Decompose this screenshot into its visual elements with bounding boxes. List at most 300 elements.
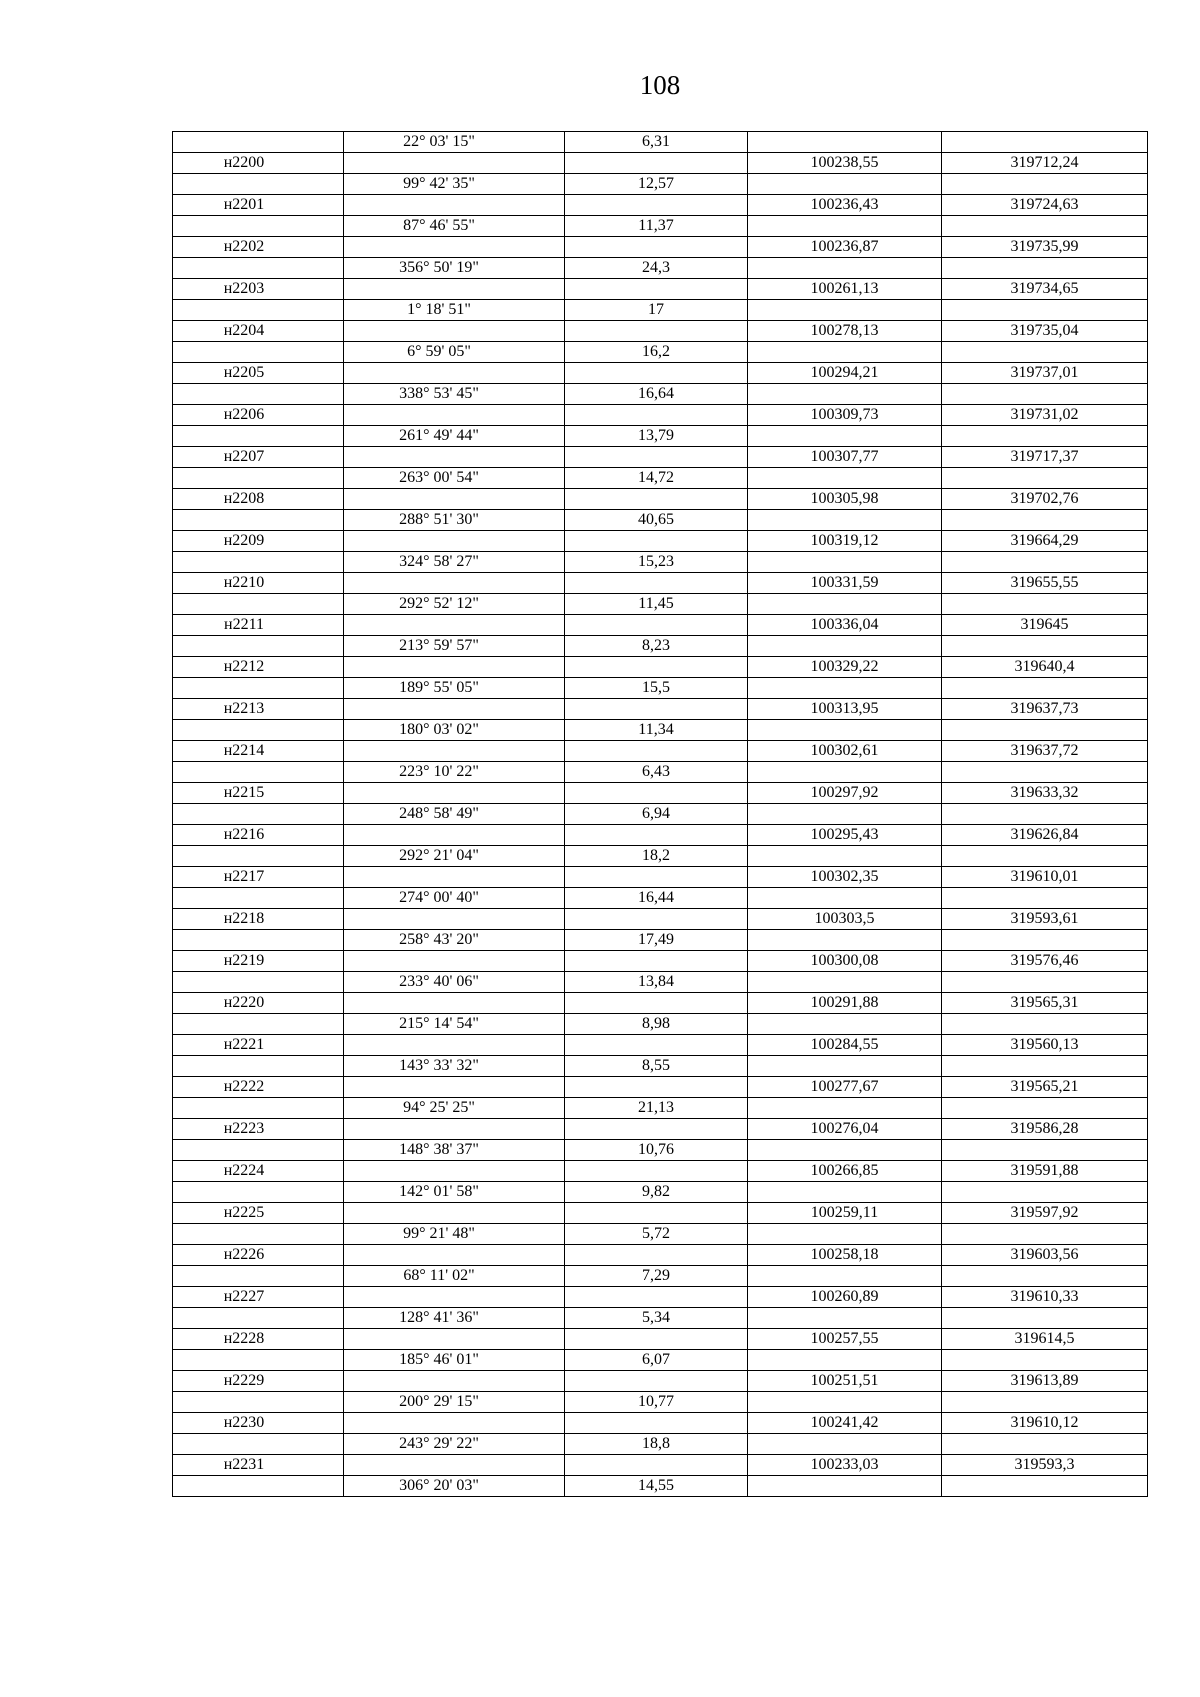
table-row xyxy=(173,993,1148,1014)
table-row xyxy=(173,1434,1148,1455)
table-row xyxy=(173,258,1148,279)
y-coordinate-cell xyxy=(942,1350,1148,1371)
angle-cell: 233° 40' 06" xyxy=(344,972,565,993)
angle-cell: 94° 25' 25" xyxy=(344,1098,565,1119)
point-cell: н2204 xyxy=(173,321,344,342)
point-cell xyxy=(173,1140,344,1161)
angle-cell xyxy=(344,951,565,972)
table-row xyxy=(173,1245,1148,1266)
distance-cell xyxy=(565,867,748,888)
angle-cell xyxy=(344,573,565,594)
point-cell: н2216 xyxy=(173,825,344,846)
table-row xyxy=(173,783,1148,804)
y-coordinate-cell xyxy=(942,216,1148,237)
angle-cell: 356° 50' 19" xyxy=(344,258,565,279)
angle-cell: 261° 49' 44" xyxy=(344,426,565,447)
y-coordinate-cell xyxy=(942,174,1148,195)
distance-cell: 7,29 xyxy=(565,1266,748,1287)
distance-cell: 18,2 xyxy=(565,846,748,867)
table-row xyxy=(173,804,1148,825)
distance-cell xyxy=(565,1161,748,1182)
x-coordinate-cell: 100261,13 xyxy=(748,279,942,300)
table-row xyxy=(173,405,1148,426)
angle-cell: 324° 58' 27" xyxy=(344,552,565,573)
y-coordinate-cell: 319724,63 xyxy=(942,195,1148,216)
table-row xyxy=(173,1119,1148,1140)
distance-cell: 14,72 xyxy=(565,468,748,489)
table-row xyxy=(173,1140,1148,1161)
distance-cell: 13,79 xyxy=(565,426,748,447)
point-cell: н2213 xyxy=(173,699,344,720)
y-coordinate-cell: 319712,24 xyxy=(942,153,1148,174)
angle-cell xyxy=(344,1161,565,1182)
y-coordinate-cell xyxy=(942,1014,1148,1035)
x-coordinate-cell xyxy=(748,258,942,279)
distance-cell: 8,55 xyxy=(565,1056,748,1077)
x-coordinate-cell: 100276,04 xyxy=(748,1119,942,1140)
x-coordinate-cell: 100297,92 xyxy=(748,783,942,804)
table-row xyxy=(173,174,1148,195)
point-cell: н2211 xyxy=(173,615,344,636)
table-row xyxy=(173,426,1148,447)
x-coordinate-cell: 100329,22 xyxy=(748,657,942,678)
point-cell xyxy=(173,720,344,741)
table-row xyxy=(173,615,1148,636)
x-coordinate-cell: 100233,03 xyxy=(748,1455,942,1476)
table-row xyxy=(173,951,1148,972)
point-cell: н2231 xyxy=(173,1455,344,1476)
distance-cell: 16,64 xyxy=(565,384,748,405)
x-coordinate-cell xyxy=(748,762,942,783)
distance-cell xyxy=(565,1077,748,1098)
x-coordinate-cell: 100236,43 xyxy=(748,195,942,216)
x-coordinate-cell xyxy=(748,174,942,195)
table-row xyxy=(173,489,1148,510)
y-coordinate-cell xyxy=(942,720,1148,741)
angle-cell xyxy=(344,1203,565,1224)
table-row xyxy=(173,1161,1148,1182)
angle-cell: 180° 03' 02" xyxy=(344,720,565,741)
table-row xyxy=(173,321,1148,342)
table-row xyxy=(173,825,1148,846)
table-row xyxy=(173,531,1148,552)
x-coordinate-cell: 100257,55 xyxy=(748,1329,942,1350)
angle-cell: 213° 59' 57" xyxy=(344,636,565,657)
y-coordinate-cell: 319664,29 xyxy=(942,531,1148,552)
angle-cell xyxy=(344,993,565,1014)
y-coordinate-cell xyxy=(942,1476,1148,1497)
point-cell xyxy=(173,1434,344,1455)
table-row xyxy=(173,363,1148,384)
distance-cell: 13,84 xyxy=(565,972,748,993)
point-cell xyxy=(173,216,344,237)
angle-cell: 338° 53' 45" xyxy=(344,384,565,405)
x-coordinate-cell xyxy=(748,1392,942,1413)
distance-cell: 14,55 xyxy=(565,1476,748,1497)
angle-cell: 189° 55' 05" xyxy=(344,678,565,699)
distance-cell xyxy=(565,657,748,678)
y-coordinate-cell xyxy=(942,804,1148,825)
table-row xyxy=(173,741,1148,762)
angle-cell: 142° 01' 58" xyxy=(344,1182,565,1203)
point-cell xyxy=(173,1098,344,1119)
point-cell xyxy=(173,804,344,825)
x-coordinate-cell: 100260,89 xyxy=(748,1287,942,1308)
point-cell xyxy=(173,1266,344,1287)
distance-cell xyxy=(565,153,748,174)
point-cell xyxy=(173,300,344,321)
point-cell: н2205 xyxy=(173,363,344,384)
x-coordinate-cell: 100309,73 xyxy=(748,405,942,426)
table-row xyxy=(173,342,1148,363)
distance-cell: 17,49 xyxy=(565,930,748,951)
distance-cell xyxy=(565,741,748,762)
angle-cell: 143° 33' 32" xyxy=(344,1056,565,1077)
table-row xyxy=(173,1476,1148,1497)
y-coordinate-cell: 319626,84 xyxy=(942,825,1148,846)
table-row xyxy=(173,1098,1148,1119)
distance-cell: 5,34 xyxy=(565,1308,748,1329)
table-row xyxy=(173,1224,1148,1245)
y-coordinate-cell xyxy=(942,1308,1148,1329)
angle-cell xyxy=(344,279,565,300)
y-coordinate-cell xyxy=(942,762,1148,783)
point-cell xyxy=(173,1476,344,1497)
point-cell: н2203 xyxy=(173,279,344,300)
distance-cell xyxy=(565,405,748,426)
x-coordinate-cell xyxy=(748,888,942,909)
angle-cell: 22° 03' 15" xyxy=(344,132,565,153)
table-row xyxy=(173,657,1148,678)
distance-cell: 11,34 xyxy=(565,720,748,741)
y-coordinate-cell: 319565,21 xyxy=(942,1077,1148,1098)
x-coordinate-cell xyxy=(748,1434,942,1455)
table-row xyxy=(173,447,1148,468)
x-coordinate-cell xyxy=(748,1182,942,1203)
table-row xyxy=(173,195,1148,216)
distance-cell xyxy=(565,1119,748,1140)
table-row xyxy=(173,594,1148,615)
distance-cell: 8,98 xyxy=(565,1014,748,1035)
table-row xyxy=(173,699,1148,720)
point-cell: н2220 xyxy=(173,993,344,1014)
point-cell: н2229 xyxy=(173,1371,344,1392)
angle-cell xyxy=(344,1035,565,1056)
y-coordinate-cell: 319603,56 xyxy=(942,1245,1148,1266)
distance-cell xyxy=(565,447,748,468)
table-row xyxy=(173,153,1148,174)
y-coordinate-cell xyxy=(942,510,1148,531)
y-coordinate-cell xyxy=(942,1266,1148,1287)
table-row xyxy=(173,552,1148,573)
distance-cell xyxy=(565,825,748,846)
distance-cell xyxy=(565,531,748,552)
x-coordinate-cell xyxy=(748,804,942,825)
table-row xyxy=(173,846,1148,867)
table-row xyxy=(173,1329,1148,1350)
y-coordinate-cell: 319734,65 xyxy=(942,279,1148,300)
angle-cell xyxy=(344,363,565,384)
y-coordinate-cell xyxy=(942,1098,1148,1119)
angle-cell xyxy=(344,615,565,636)
table-row xyxy=(173,1287,1148,1308)
x-coordinate-cell xyxy=(748,594,942,615)
angle-cell xyxy=(344,741,565,762)
y-coordinate-cell xyxy=(942,300,1148,321)
point-cell: н2230 xyxy=(173,1413,344,1434)
angle-cell xyxy=(344,1245,565,1266)
angle-cell: 128° 41' 36" xyxy=(344,1308,565,1329)
x-coordinate-cell xyxy=(748,384,942,405)
distance-cell: 5,72 xyxy=(565,1224,748,1245)
distance-cell xyxy=(565,195,748,216)
x-coordinate-cell: 100307,77 xyxy=(748,447,942,468)
distance-cell: 9,82 xyxy=(565,1182,748,1203)
angle-cell xyxy=(344,867,565,888)
x-coordinate-cell xyxy=(748,1476,942,1497)
angle-cell xyxy=(344,1371,565,1392)
y-coordinate-cell: 319633,32 xyxy=(942,783,1148,804)
coordinates-table xyxy=(172,131,1148,1497)
distance-cell: 6,94 xyxy=(565,804,748,825)
angle-cell: 274° 00' 40" xyxy=(344,888,565,909)
x-coordinate-cell: 100291,88 xyxy=(748,993,942,1014)
y-coordinate-cell: 319576,46 xyxy=(942,951,1148,972)
point-cell xyxy=(173,1224,344,1245)
point-cell: н2209 xyxy=(173,531,344,552)
distance-cell xyxy=(565,237,748,258)
table-row xyxy=(173,867,1148,888)
angle-cell xyxy=(344,825,565,846)
x-coordinate-cell: 100294,21 xyxy=(748,363,942,384)
y-coordinate-cell xyxy=(942,1056,1148,1077)
angle-cell: 243° 29' 22" xyxy=(344,1434,565,1455)
x-coordinate-cell: 100305,98 xyxy=(748,489,942,510)
distance-cell: 16,2 xyxy=(565,342,748,363)
distance-cell: 21,13 xyxy=(565,1098,748,1119)
table-row xyxy=(173,510,1148,531)
angle-cell xyxy=(344,321,565,342)
distance-cell: 15,5 xyxy=(565,678,748,699)
point-cell: н2212 xyxy=(173,657,344,678)
point-cell: н2207 xyxy=(173,447,344,468)
y-coordinate-cell xyxy=(942,1392,1148,1413)
point-cell: н2225 xyxy=(173,1203,344,1224)
y-coordinate-cell: 319593,61 xyxy=(942,909,1148,930)
angle-cell xyxy=(344,657,565,678)
table-row xyxy=(173,384,1148,405)
distance-cell xyxy=(565,993,748,1014)
angle-cell xyxy=(344,1413,565,1434)
y-coordinate-cell xyxy=(942,1224,1148,1245)
point-cell xyxy=(173,1182,344,1203)
y-coordinate-cell: 319597,92 xyxy=(942,1203,1148,1224)
angle-cell: 248° 58' 49" xyxy=(344,804,565,825)
y-coordinate-cell xyxy=(942,1434,1148,1455)
x-coordinate-cell: 100336,04 xyxy=(748,615,942,636)
distance-cell xyxy=(565,951,748,972)
page-number: 108 xyxy=(639,70,681,100)
table-row xyxy=(173,1413,1148,1434)
x-coordinate-cell xyxy=(748,1308,942,1329)
x-coordinate-cell xyxy=(748,342,942,363)
y-coordinate-cell: 319737,01 xyxy=(942,363,1148,384)
y-coordinate-cell: 319591,88 xyxy=(942,1161,1148,1182)
x-coordinate-cell xyxy=(748,636,942,657)
distance-cell: 6,07 xyxy=(565,1350,748,1371)
y-coordinate-cell: 319613,89 xyxy=(942,1371,1148,1392)
point-cell: н2200 xyxy=(173,153,344,174)
table-row xyxy=(173,1266,1148,1287)
table-row xyxy=(173,1455,1148,1476)
x-coordinate-cell xyxy=(748,846,942,867)
point-cell: н2206 xyxy=(173,405,344,426)
y-coordinate-cell: 319610,12 xyxy=(942,1413,1148,1434)
distance-cell xyxy=(565,1329,748,1350)
angle-cell xyxy=(344,489,565,510)
y-coordinate-cell xyxy=(942,384,1148,405)
angle-cell: 99° 21' 48" xyxy=(344,1224,565,1245)
point-cell: н2222 xyxy=(173,1077,344,1098)
point-cell xyxy=(173,846,344,867)
angle-cell: 87° 46' 55" xyxy=(344,216,565,237)
point-cell: н2214 xyxy=(173,741,344,762)
distance-cell xyxy=(565,699,748,720)
x-coordinate-cell xyxy=(748,930,942,951)
table-row xyxy=(173,1182,1148,1203)
x-coordinate-cell: 100331,59 xyxy=(748,573,942,594)
distance-cell xyxy=(565,615,748,636)
table-row xyxy=(173,636,1148,657)
point-cell xyxy=(173,1056,344,1077)
table-row xyxy=(173,468,1148,489)
point-cell: н2223 xyxy=(173,1119,344,1140)
y-coordinate-cell: 319645 xyxy=(942,615,1148,636)
point-cell: н2217 xyxy=(173,867,344,888)
angle-cell xyxy=(344,1287,565,1308)
point-cell xyxy=(173,1392,344,1413)
angle-cell: 223° 10' 22" xyxy=(344,762,565,783)
y-coordinate-cell xyxy=(942,552,1148,573)
x-coordinate-cell: 100300,08 xyxy=(748,951,942,972)
distance-cell xyxy=(565,1035,748,1056)
table-row xyxy=(173,1077,1148,1098)
point-cell xyxy=(173,132,344,153)
table-row xyxy=(173,909,1148,930)
x-coordinate-cell: 100313,95 xyxy=(748,699,942,720)
y-coordinate-cell: 319565,31 xyxy=(942,993,1148,1014)
table-row xyxy=(173,1056,1148,1077)
point-cell xyxy=(173,594,344,615)
table-row xyxy=(173,888,1148,909)
point-cell xyxy=(173,930,344,951)
distance-cell: 12,57 xyxy=(565,174,748,195)
y-coordinate-cell xyxy=(942,258,1148,279)
point-cell xyxy=(173,174,344,195)
table-row xyxy=(173,762,1148,783)
distance-cell xyxy=(565,489,748,510)
table-row xyxy=(173,1308,1148,1329)
table-row xyxy=(173,678,1148,699)
y-coordinate-cell xyxy=(942,342,1148,363)
angle-cell: 292° 21' 04" xyxy=(344,846,565,867)
angle-cell: 258° 43' 20" xyxy=(344,930,565,951)
point-cell xyxy=(173,1308,344,1329)
angle-cell: 288° 51' 30" xyxy=(344,510,565,531)
angle-cell: 306° 20' 03" xyxy=(344,1476,565,1497)
distance-cell xyxy=(565,1287,748,1308)
x-coordinate-cell xyxy=(748,468,942,489)
angle-cell xyxy=(344,783,565,804)
distance-cell xyxy=(565,1371,748,1392)
y-coordinate-cell: 319735,99 xyxy=(942,237,1148,258)
point-cell xyxy=(173,342,344,363)
angle-cell: 1° 18' 51" xyxy=(344,300,565,321)
point-cell: н2218 xyxy=(173,909,344,930)
x-coordinate-cell xyxy=(748,216,942,237)
x-coordinate-cell xyxy=(748,426,942,447)
distance-cell: 15,23 xyxy=(565,552,748,573)
y-coordinate-cell xyxy=(942,636,1148,657)
table-row xyxy=(173,930,1148,951)
distance-cell: 11,45 xyxy=(565,594,748,615)
y-coordinate-cell xyxy=(942,888,1148,909)
y-coordinate-cell xyxy=(942,1140,1148,1161)
x-coordinate-cell: 100258,18 xyxy=(748,1245,942,1266)
angle-cell xyxy=(344,447,565,468)
angle-cell: 185° 46' 01" xyxy=(344,1350,565,1371)
x-coordinate-cell xyxy=(748,1350,942,1371)
distance-cell xyxy=(565,279,748,300)
distance-cell xyxy=(565,573,748,594)
point-cell xyxy=(173,762,344,783)
angle-cell: 99° 42' 35" xyxy=(344,174,565,195)
angle-cell: 215° 14' 54" xyxy=(344,1014,565,1035)
table-row xyxy=(173,720,1148,741)
y-coordinate-cell: 319640,4 xyxy=(942,657,1148,678)
table-row xyxy=(173,1392,1148,1413)
angle-cell xyxy=(344,1119,565,1140)
angle-cell: 263° 00' 54" xyxy=(344,468,565,489)
angle-cell xyxy=(344,1329,565,1350)
table-row xyxy=(173,573,1148,594)
y-coordinate-cell: 319610,01 xyxy=(942,867,1148,888)
distance-cell xyxy=(565,1455,748,1476)
table-row xyxy=(173,1035,1148,1056)
distance-cell: 16,44 xyxy=(565,888,748,909)
x-coordinate-cell: 100236,87 xyxy=(748,237,942,258)
distance-cell: 10,77 xyxy=(565,1392,748,1413)
y-coordinate-cell: 319735,04 xyxy=(942,321,1148,342)
y-coordinate-cell: 319593,3 xyxy=(942,1455,1148,1476)
x-coordinate-cell xyxy=(748,300,942,321)
distance-cell: 24,3 xyxy=(565,258,748,279)
distance-cell: 17 xyxy=(565,300,748,321)
coordinates-table-body xyxy=(173,132,1148,1497)
angle-cell xyxy=(344,909,565,930)
point-cell xyxy=(173,384,344,405)
y-coordinate-cell: 319731,02 xyxy=(942,405,1148,426)
x-coordinate-cell: 100266,85 xyxy=(748,1161,942,1182)
angle-cell xyxy=(344,1455,565,1476)
x-coordinate-cell xyxy=(748,510,942,531)
y-coordinate-cell: 319717,37 xyxy=(942,447,1148,468)
y-coordinate-cell: 319655,55 xyxy=(942,573,1148,594)
x-coordinate-cell: 100277,67 xyxy=(748,1077,942,1098)
x-coordinate-cell xyxy=(748,972,942,993)
point-cell xyxy=(173,636,344,657)
x-coordinate-cell: 100251,51 xyxy=(748,1371,942,1392)
